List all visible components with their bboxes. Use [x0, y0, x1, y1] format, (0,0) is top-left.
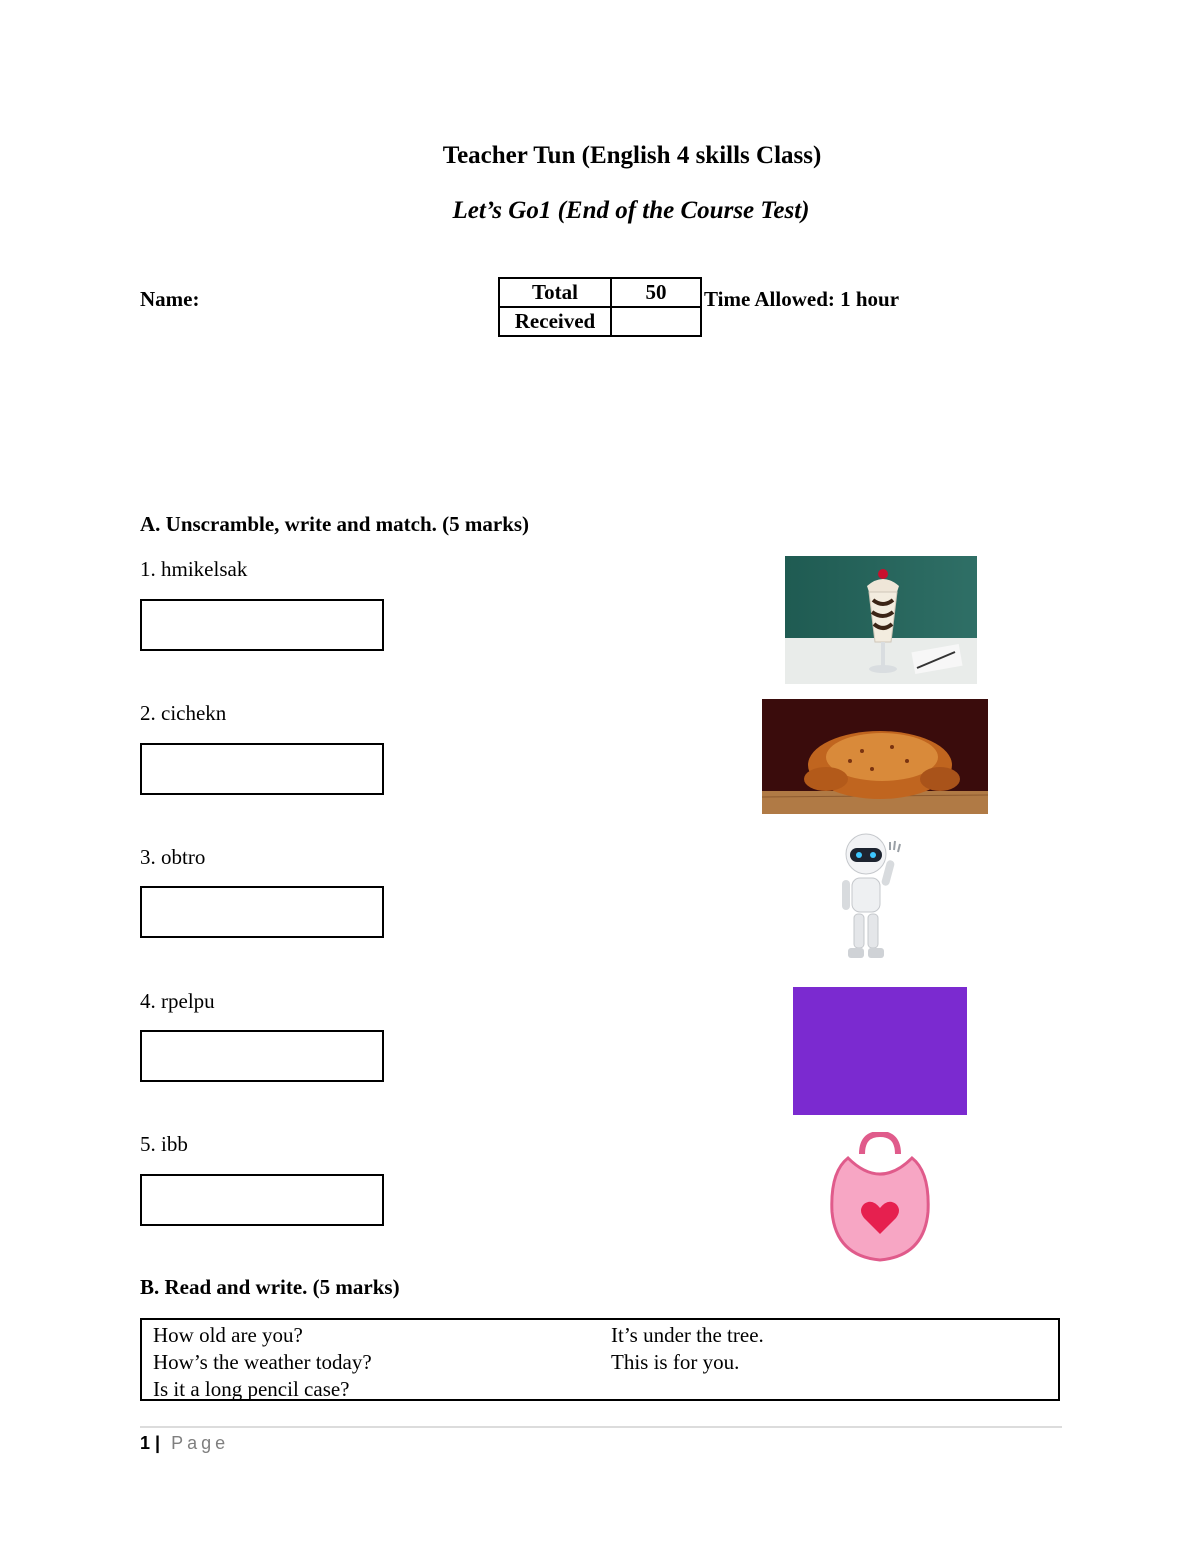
sentence-right-1: It’s under the tree. — [611, 1323, 764, 1347]
page-subtitle: Let’s Go1 (End of the Course Test) — [452, 197, 810, 224]
sentence-left-1: How old are you? — [153, 1323, 303, 1347]
footer-divider — [140, 1426, 1062, 1428]
question-4-answer-box[interactable] — [140, 1030, 384, 1082]
question-2-answer-box[interactable] — [140, 743, 384, 795]
section-b-heading: B. Read and write. (5 marks) — [140, 1275, 400, 1299]
question-5-label: 5. ibb — [140, 1132, 188, 1156]
score-table — [498, 277, 702, 337]
roast-chicken-picture — [762, 699, 988, 814]
sentence-left-2: How’s the weather today? — [153, 1350, 372, 1374]
question-5-answer-box[interactable] — [140, 1174, 384, 1226]
page-number: 1 — [140, 1433, 151, 1453]
sentence-bank-box — [140, 1318, 1060, 1401]
received-label: Received — [499, 307, 611, 336]
sentence-left-3: Is it a long pencil case? — [153, 1377, 350, 1401]
name-label: Name: — [140, 287, 200, 311]
question-1-label: 1. hmikelsak — [140, 557, 248, 581]
sentence-right-2: This is for you. — [611, 1350, 740, 1374]
milkshake-picture — [785, 556, 977, 684]
question-1-answer-box[interactable] — [140, 599, 384, 651]
section-a-heading: A. Unscramble, write and match. (5 marks) — [140, 512, 530, 536]
received-value[interactable] — [611, 307, 701, 336]
total-label: Total — [499, 278, 611, 307]
purple-swatch-picture — [793, 987, 967, 1115]
question-3-answer-box[interactable] — [140, 886, 384, 938]
page-word: Page — [171, 1433, 230, 1453]
question-2-label: 2. cichekn — [140, 701, 227, 725]
question-3-label: 3. obtro — [140, 845, 206, 869]
page-title: Teacher Tun (English 4 skills Class) — [442, 142, 822, 169]
question-4-label: 4. rpelpu — [140, 989, 215, 1013]
bib-picture — [828, 1132, 932, 1264]
page-footer — [140, 1433, 229, 1454]
robot-picture — [826, 830, 908, 970]
time-allowed-label: Time Allowed: 1 hour — [704, 287, 900, 311]
page-separator: | — [155, 1433, 161, 1453]
total-value: 50 — [611, 278, 701, 307]
